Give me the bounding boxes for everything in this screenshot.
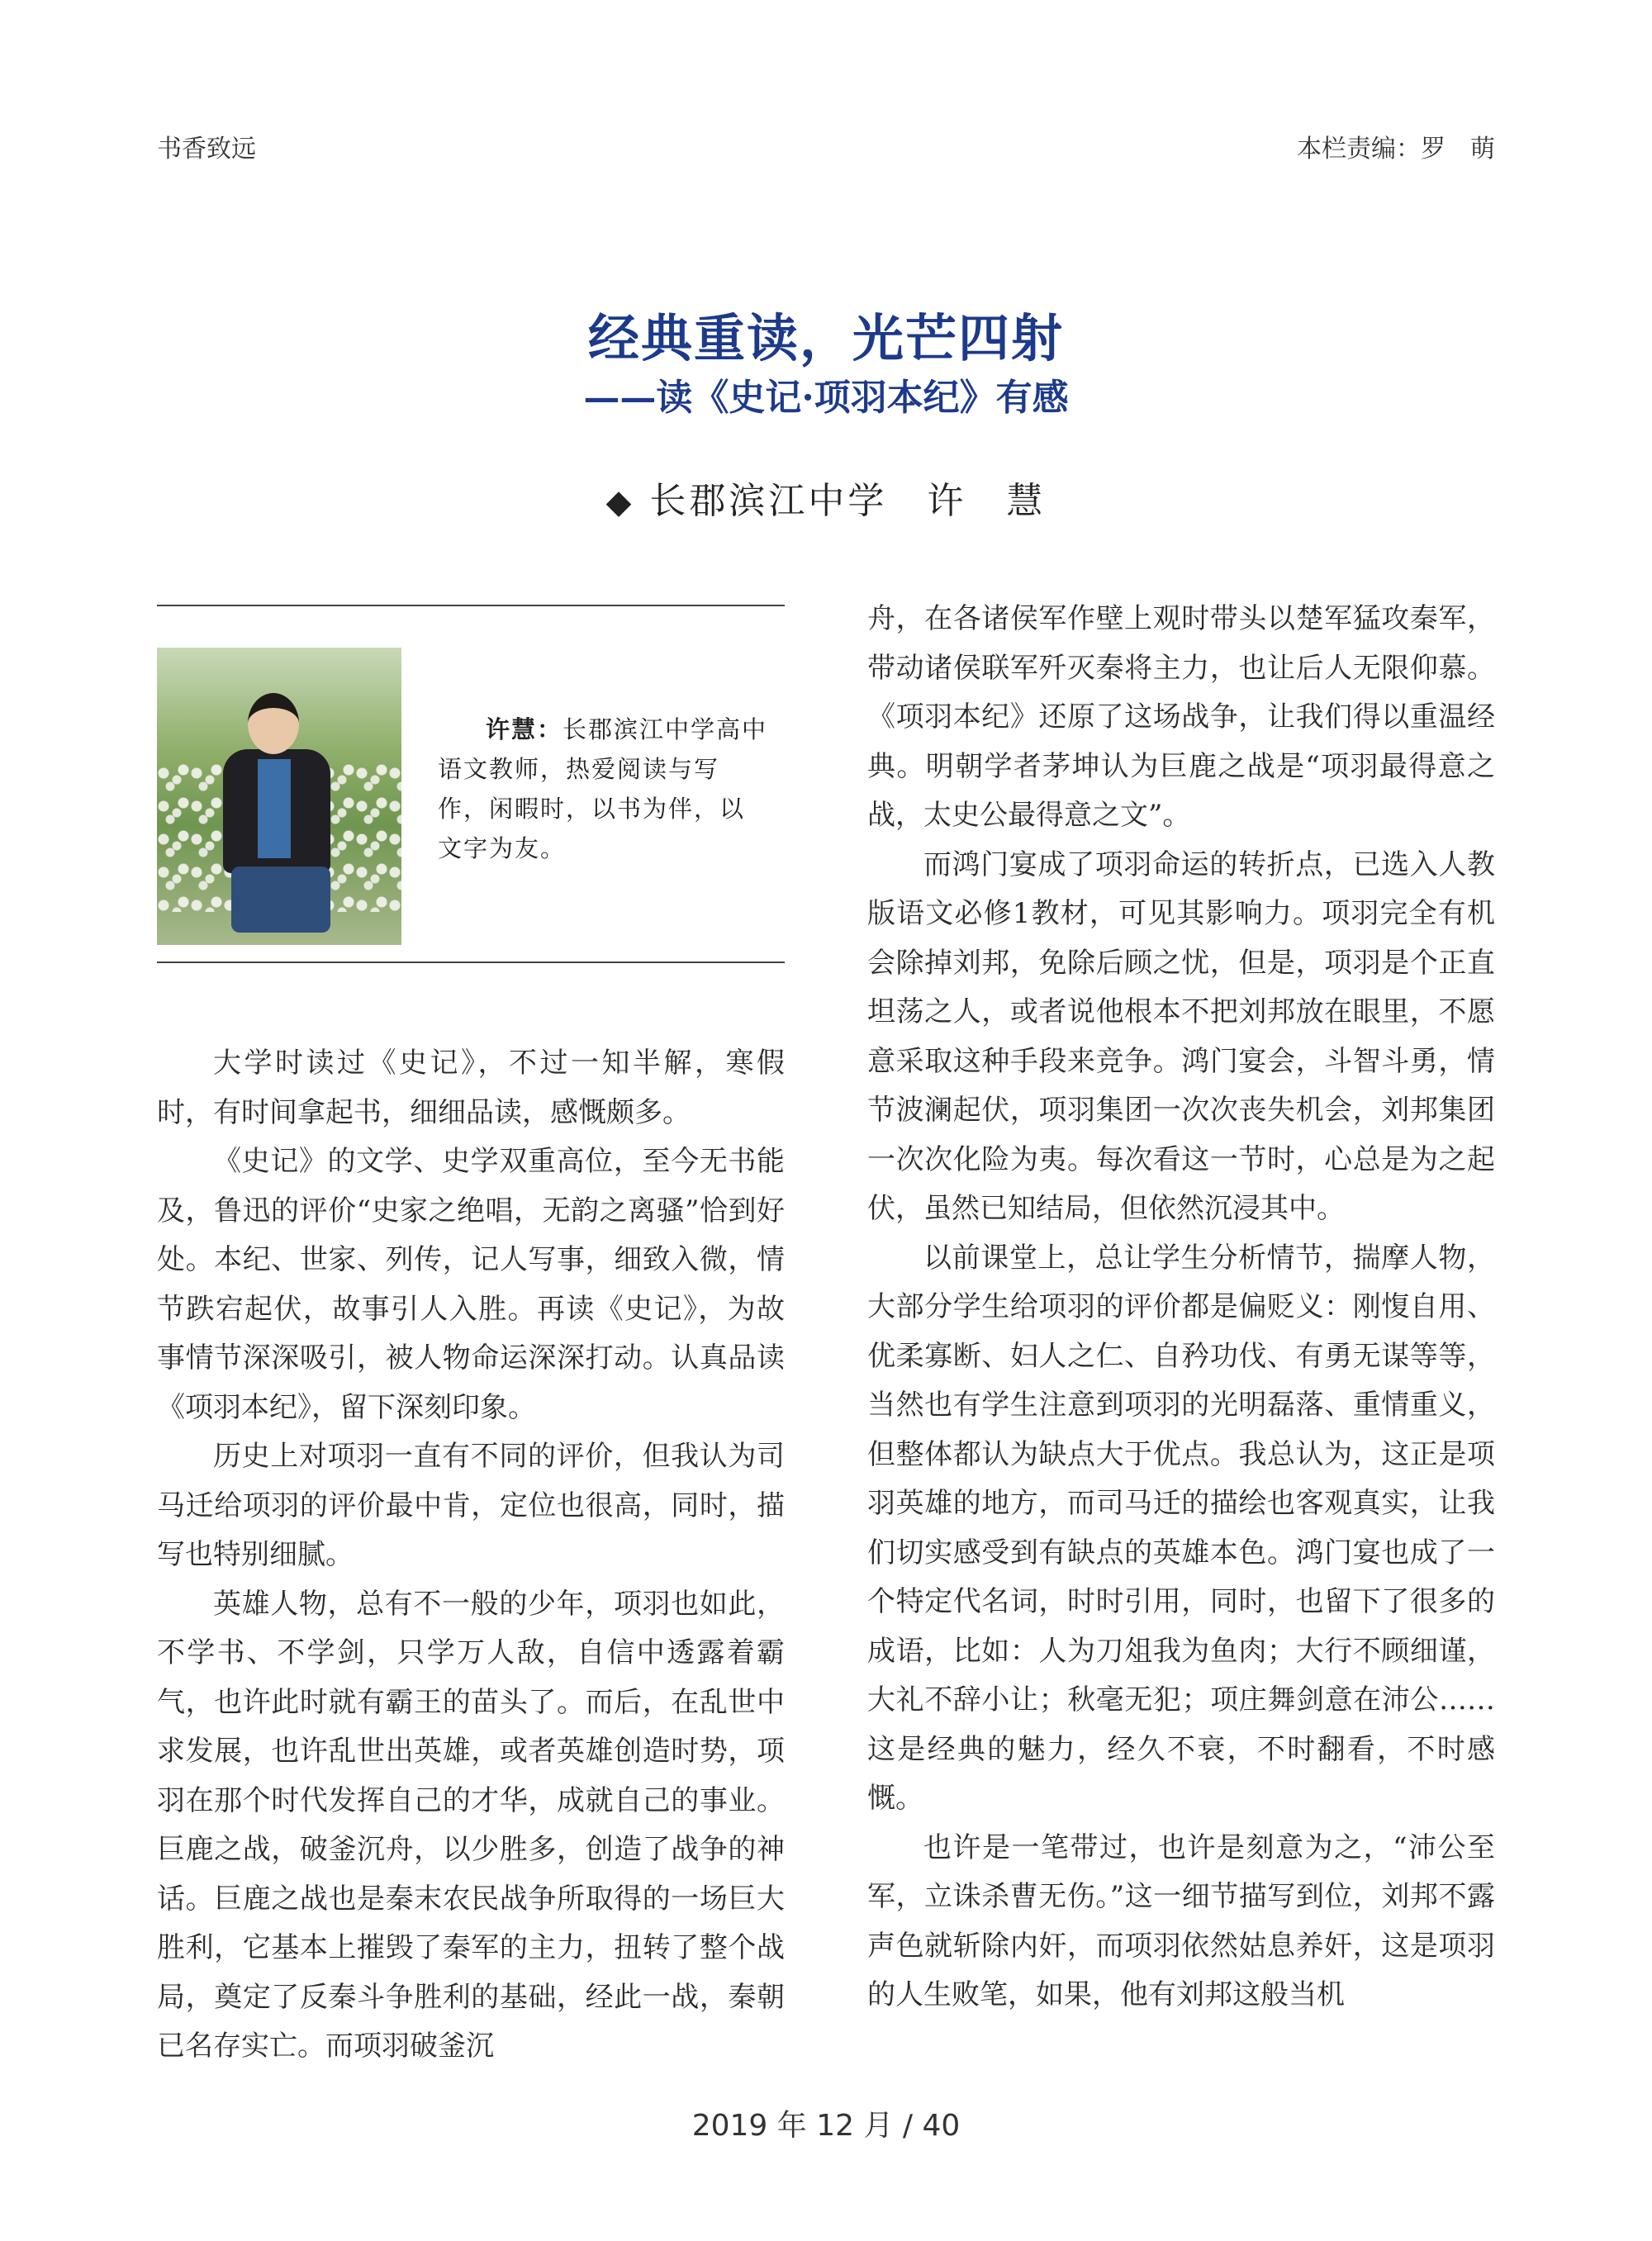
right-column: [867, 595, 1495, 2020]
author-byline: [0, 471, 1652, 524]
left-column: [157, 1039, 785, 2072]
editor-credit: 本栏责编：罗 萌: [1297, 135, 1495, 164]
photo-person: [223, 693, 330, 941]
page-footer: 2019 年 12 月 / 40: [691, 2109, 961, 2143]
author-name: 长郡滨江中学 许 慧: [649, 480, 1047, 522]
paragraph: 历史上对项羽一直有不同的评价，但我认为司马迁给项羽的评价最中肯，定位也很高，同时，描写也特别细腻。: [157, 1440, 785, 1571]
paragraph: 《史记》的文学、史学双重高位，至今无书能及，鲁迅的评价“史家之绝唱，无韵之离骚”恰到好处。本纪、世家、列传，记人写事，细致入微，情节跌宕起伏，故事引人入胜。再读《史记》，为故事情节深深吸引，被人物命运深深打动。认真品读《项羽本纪》，留下深刻印象。: [157, 1145, 785, 1424]
photo-person-legs: [231, 866, 330, 933]
author-bio-box: [157, 605, 785, 963]
section-name: 书香致远: [157, 135, 256, 164]
bio-description: 长郡滨江中学高中语文教师，热爱阅读与写作，闲暇时，以书为伴，以文字为友。: [438, 715, 768, 862]
article-subtitle: ——读《史记·项羽本纪》有感: [583, 377, 1069, 419]
paragraph: 大学时读过《史记》，不过一知半解，寒假时，有时间拿起书，细细品读，感慨颇多。: [157, 1047, 785, 1129]
paragraph: 也许是一笔带过，也许是刻意为之，“沛公至军，立诛杀曹无伤。”这一细节描写到位，刘邦不露声色就斩除内奸，而项羽依然姑息养奸，这是项羽的人生败笔，如果，他有刘邦这般当机: [867, 1830, 1495, 2011]
photo-person-head: [248, 693, 299, 754]
photo-person-shirt: [258, 759, 291, 858]
paragraph: 而鸿门宴成了项羽命运的转折点，已选入人教版语文必修1教材，可见其影响力。项羽完全有机会除掉刘邦，免除后顾之忧，但是，项羽是个正直坦荡之人，或者说他根本不把刘邦放在眼里，不愿意采取这种手段来竞争。鸿门宴会，斗智斗勇，情节波澜起伏，项羽集团一次次丧失机会，刘邦集团一次次化险为夷。每次看这一节时，心总是为之起伏，虽然已知结局，但依然沉浸其中。: [867, 847, 1495, 1225]
article-title: 经典重读，光芒四射: [587, 308, 1064, 368]
author-photo: [157, 648, 401, 945]
bio-name: 许慧：: [486, 715, 563, 743]
paragraph: 以前课堂上，总让学生分析情节，揣摩人物，大部分学生给项羽的评价都是偏贬义：刚愎自用、优柔寡断、妇人之仁、自矜功伐、有勇无谋等等，当然也有学生注意到项羽的光明磊落、重情重义，但整体都认为缺点大于优点。我总认为，这正是项羽英雄的地方，而司马迁的描绘也客观真实，让我们切实感受到有缺点的英雄本色。鸿门宴也成了一个特定代名词，时时引用，同时，也留下了很多的成语，比如：人为刀俎我为鱼肉；大行不顾细谨，大礼不辞小让；秋毫无犯；项庄舞剑意在沛公……这是经典的魅力，经久不衰，不时翻看，不时感慨。: [867, 1241, 1495, 1815]
paragraph: 英雄人物，总有不一般的少年，项羽也如此，不学书、不学剑，只学万人敌，自信中透露着霸气，也许此时就有霸王的苗头了。而后，在乱世中求发展，也许乱世出英雄，或者英雄创造时势，项羽在那个时代发挥自己的才华，成就自己的事业。巨鹿之战，破釜沉舟，以少胜多，创造了战争的神话。巨鹿之战也是秦末农民战争所取得的一场巨大胜利，它基本上摧毁了秦军的主力，扭转了整个战局，奠定了反秦斗争胜利的基础，经此一战，秦朝已名存实亡。而项羽破釜沉: [157, 1587, 785, 2063]
author-bio-text: [438, 710, 768, 868]
diamond-bullet-icon: ◆: [605, 483, 635, 521]
paragraph: 舟，在各诸侯军作壁上观时带头以楚军猛攻秦军，带动诸侯联军歼灭秦将主力，也让后人无限仰慕。《项羽本纪》还原了这场战争，让我们得以重温经典。明朝学者茅坤认为巨鹿之战是“项羽最得意之战，太史公最得意之文”。: [867, 602, 1495, 832]
